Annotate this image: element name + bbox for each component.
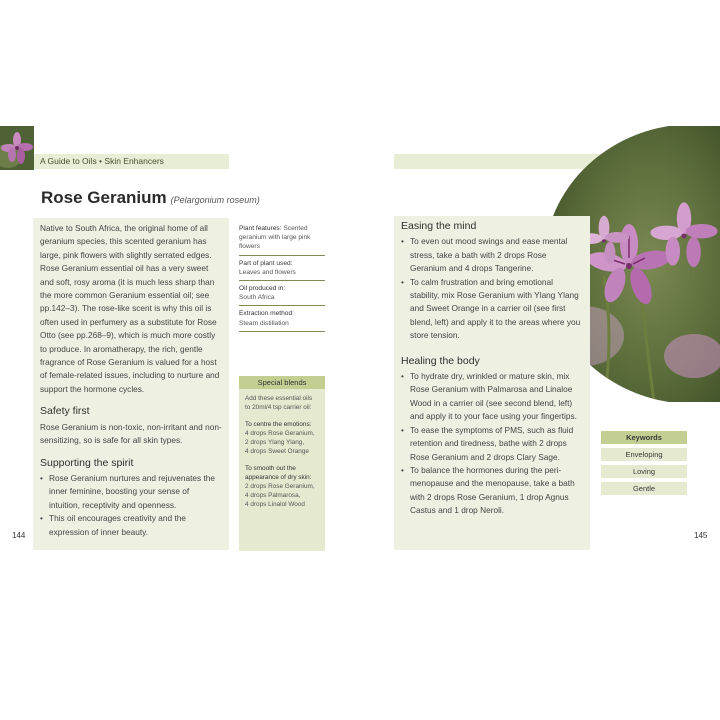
keywords-heading: Keywords	[601, 431, 687, 444]
right-text-panel	[394, 216, 590, 550]
blend-two-item: 4 drops Linalol Wood	[245, 501, 305, 508]
blend-one-title: To centre the emotions:	[245, 421, 312, 428]
page-title	[41, 188, 260, 208]
extraction-label: Extraction method:	[239, 310, 294, 318]
extraction-text: Steam distillation	[239, 319, 289, 327]
healing-list	[401, 370, 583, 517]
blend-one-item: 2 drops Ylang Ylang,	[245, 439, 305, 446]
list-item: • To ease the symptoms of PMS, such as fluid retention and tiredness, bathe with 2 drops Rose Geranium and 2 drops Clary Sage.	[401, 424, 583, 464]
part-used-text: Leaves and flowers	[239, 268, 296, 276]
blend-one-item: 4 drops Sweet Orange	[245, 448, 309, 455]
flower-thumbnail-icon	[0, 126, 34, 170]
spirit-heading: Supporting the spirit	[40, 456, 134, 469]
latin-name: (Pelargonium roseum)	[170, 195, 260, 205]
blend-one-item: 4 drops Rose Geranium,	[245, 430, 315, 437]
list-item: • To calm frustration and bring emotional stability, mix Rose Geranium with Ylang Ylang and Sweet Orange in a carrier oil (see first blend, left) and apply it to the areas where you store tension.	[401, 276, 583, 343]
produced-in-label: Oil produced in:	[239, 285, 286, 293]
extraction-row	[239, 309, 325, 331]
left-header-text: A Guide to Oils • Skin Enhancers	[40, 156, 164, 166]
blend-two-item: 4 drops Palmarosa,	[245, 492, 301, 499]
safety-heading: Safety first	[40, 405, 90, 418]
spirit-list	[40, 472, 222, 539]
page-number-left: 144	[12, 531, 26, 540]
list-item: • This oil encourages creativity and the expression of inner beauty.	[40, 512, 222, 539]
special-blends-box	[239, 376, 325, 551]
keywords-box	[601, 431, 687, 495]
thumbnail-flower-image	[0, 126, 34, 170]
plant-features-row	[239, 224, 325, 256]
left-running-header	[34, 154, 229, 169]
plant-features-text: Scented geranium with large pink flowers	[239, 225, 311, 251]
blend-one	[245, 420, 319, 456]
list-item: • To hydrate dry, wrinkled or mature skin, mix Rose Geranium with Palmarosa and Linaloe Wood in a carrier oil (see second blend, left) and apply it to your face using your fingertips.	[401, 370, 583, 424]
list-item: • To even out mood swings and ease mental stress, take a bath with 2 drops Rose Geranium and 4 drops Tangerine.	[401, 235, 583, 275]
produced-in-text: South Africa	[239, 294, 275, 302]
blends-intro: Add these essential oils to 20ml/4 tsp carrier oil:	[245, 395, 313, 411]
blend-two-title: To smooth out the appearance of dry skin:	[245, 465, 312, 481]
keyword-item: Gentle	[601, 482, 687, 495]
plant-features-label: Plant features:	[239, 225, 282, 232]
page-title-block	[41, 188, 260, 208]
part-used-label: Part of plant used:	[239, 259, 293, 267]
page-number-right: 145	[694, 531, 708, 540]
healing-heading: Healing the body	[401, 354, 480, 367]
keyword-item: Enveloping	[601, 448, 687, 461]
keyword-item: Loving	[601, 465, 687, 478]
list-item: • To balance the hormones during the peri-menopause and the menopause, take a bath with 2 drops Rose Geranium, 1 drop Agnus Castus and 1 drop Neroli.	[401, 464, 583, 518]
part-used-row	[239, 259, 325, 281]
easing-heading: Easing the mind	[401, 220, 477, 232]
special-blends-body	[239, 389, 325, 551]
intro-paragraph: Native to South Africa, the original home of all geranium species, this scented geranium has large, pink flowers with slightly serrated edges. Rose Geranium essential oil has a very sweet and soft, rosy aroma (it is much less sharp than the more common Geranium essential oil; see pp.142–3). The rose-like scent is why this oil is often used in perfumery as a substitute for Rose Otto (see pp.268–9), which is much more costly to produce. In aromatherapy, the rich, gentle fragrance of Rose Geranium is valued for a host of female-related issues, including to nurture and support the hormone cycles.	[40, 223, 220, 394]
safety-paragraph: Rose Geranium is non-toxic, non-irritant and non-sensitizing, so is safe for all skin types.	[40, 421, 222, 446]
special-blends-heading: Special blends	[239, 376, 325, 389]
page-title-text: Rose Geranium	[41, 188, 167, 207]
blend-two-item: 2 drops Rose Geranium,	[245, 483, 315, 490]
produced-in-row	[239, 284, 325, 306]
easing-list	[401, 235, 583, 342]
blend-two	[245, 464, 319, 509]
list-item: • Rose Geranium nurtures and rejuvenates the inner feminine, boosting your sense of intuition, receptivity and openness.	[40, 472, 222, 512]
left-text-panel	[33, 218, 229, 550]
plant-facts-sidebar	[239, 224, 325, 335]
